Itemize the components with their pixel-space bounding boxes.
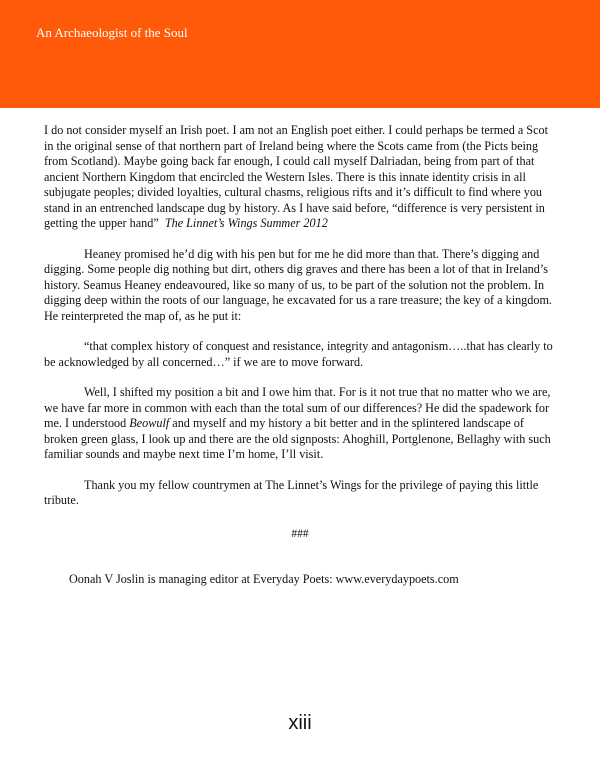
paragraph-1: [44, 123, 556, 232]
page-number: xiii: [288, 712, 312, 734]
citation: The Linnet’s Wings Summer 2012: [164, 216, 328, 230]
section-separator: ###: [291, 527, 309, 540]
paragraph-2: Heaney promised he’d dig with his pen but for me he did more than that. There’s digging and digging. Some people dig nothing but dirt, others dig graves and there has been a lot of that in Ireland’s history. Seamus Heaney endeavoured, like so many of us, to be part of the solution not the problem. In digging deep within the roots of our language, he excavated for us a rare treasure; the key of a kingdom. He reinterpreted the map of, as he put it:: [44, 246, 552, 323]
paragraph-3: [44, 385, 556, 463]
paragraph-3-text-a: Well, I shifted my position a bit and I owe him that. For is it not true that no matter who we are, we have far more in common with each than the total sum of our differences? He did the spadework for me. I understood: [44, 385, 551, 430]
paragraph-4: Thank you my fellow countrymen at The Linnet’s Wings for the privilege of paying this little tribute.: [44, 477, 539, 507]
book-title: Beowulf: [129, 416, 170, 430]
article-body: [44, 123, 556, 588]
paragraph-3-text-b: and myself and my history a bit better and in the splintered landscape of broken green glass, I look up and there are the old signposts: Ahoghill, Portglenone, Bellaghy with such familiar sounds and maybe next time I’m home, I’ll visit.: [44, 416, 551, 461]
running-title: An Archaeologist of the Soul: [36, 25, 188, 40]
author-note: Oonah V Joslin is managing editor at Everyday Poets: www.everydaypoets.com: [69, 572, 459, 586]
paragraph-1-text: I do not consider myself an Irish poet. I am not an English poet either. I could perhaps be termed a Scot in the original sense of that northern part of Ireland being where the Scots came from (the Picts being from Scotland). Maybe going back far enough, I could call myself Dalriadan, being from part of that ancient Northern Kingdom that encircled the Western Isles. There is this innate identity crisis in all subjugate peoples; divided loyalties, cultural chasms, religious rifts and it’s difficult to find where you stand in an entrenched landscape dug by history. As I have said before, “difference is very persistent in getting the upper hand”: [44, 123, 548, 230]
block-quote: “that complex history of conquest and resistance, integrity and antagonism…..that has clearly to be acknowledged by all concerned…” if we are to move forward.: [44, 339, 553, 369]
header-band: [0, 0, 600, 108]
